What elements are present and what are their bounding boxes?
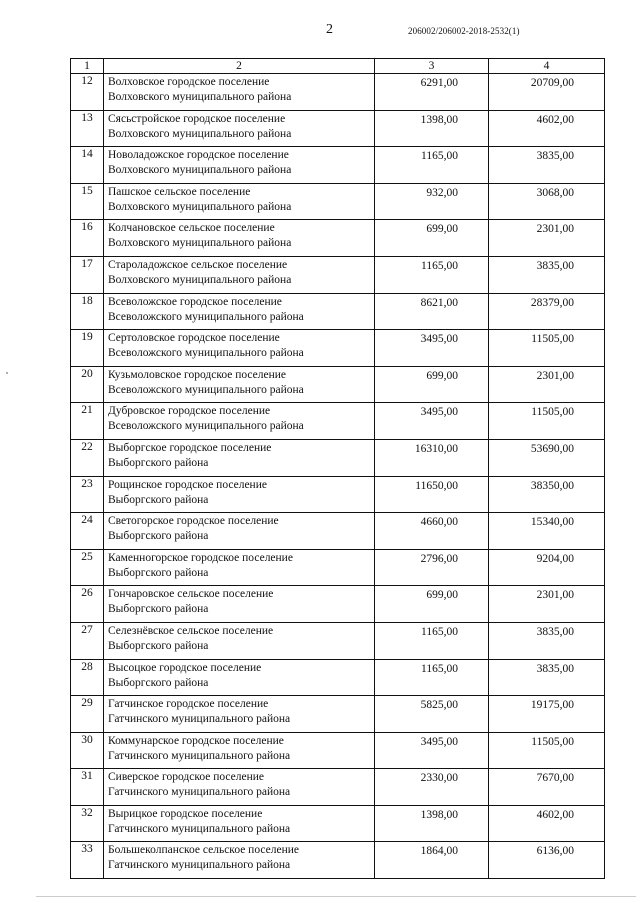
district-name: Волховского муниципального района	[108, 164, 292, 177]
district-name: Гатчинского муниципального района	[108, 822, 291, 835]
column-4-value: 3835,00	[489, 256, 605, 293]
column-4-value: 9204,00	[489, 549, 605, 586]
column-4-value: 15340,00	[489, 513, 605, 550]
column-4-value: 38350,00	[489, 476, 605, 513]
column-4-value: 7670,00	[489, 769, 605, 806]
settlement-name: Гатчинское городское поселение	[108, 698, 269, 711]
column-3-value: 3495,00	[375, 330, 489, 367]
settlement-name: Сясьстройское городское поселение	[108, 112, 286, 125]
district-name: Волховского муниципального района	[108, 200, 292, 213]
settlement-name: Выборгское городское поселение	[108, 441, 272, 454]
settlement-name: Светогорское городское поселение	[108, 515, 279, 528]
column-4-value: 28379,00	[489, 293, 605, 330]
table-row	[71, 696, 605, 733]
column-3-value: 1165,00	[375, 659, 489, 696]
column-3-value: 699,00	[375, 366, 489, 403]
table-row	[71, 805, 605, 842]
district-name: Всеволожского муниципального района	[108, 383, 304, 396]
column-3-value: 1165,00	[375, 622, 489, 659]
settlement-name-cell	[104, 110, 375, 147]
table-row	[71, 110, 605, 147]
table-row	[71, 439, 605, 476]
allocation-table-container	[70, 58, 604, 879]
column-header-1: 1	[71, 59, 104, 74]
settlement-name: Большеколпанское сельское поселение	[108, 844, 299, 857]
table-row	[71, 183, 605, 220]
district-name: Всеволожского муниципального района	[108, 310, 304, 323]
settlement-name-cell	[104, 805, 375, 842]
row-number-cell: 16	[71, 220, 104, 257]
settlement-name: Колчановское сельское поселение	[108, 222, 275, 235]
district-name: Выборгского района	[108, 493, 209, 506]
table-row	[71, 256, 605, 293]
column-4-value: 4602,00	[489, 110, 605, 147]
column-header-3: 3	[375, 59, 489, 74]
district-name: Волховского муниципального района	[108, 273, 292, 286]
settlement-name-cell	[104, 74, 375, 111]
table-row	[71, 366, 605, 403]
column-3-value: 3495,00	[375, 732, 489, 769]
settlement-name: Пашское сельское поселение	[108, 185, 251, 198]
allocation-table	[70, 58, 605, 879]
table-row	[71, 476, 605, 513]
column-3-value: 932,00	[375, 183, 489, 220]
table-row	[71, 549, 605, 586]
settlement-name-cell	[104, 732, 375, 769]
settlement-name: Дубровское городское поселение	[108, 405, 271, 418]
district-name: Гатчинского муниципального района	[108, 786, 291, 799]
settlement-name-cell	[104, 586, 375, 623]
district-name: Волховского муниципального района	[108, 237, 292, 250]
row-number-cell: 12	[71, 74, 104, 111]
row-number-cell: 30	[71, 732, 104, 769]
column-3-value: 16310,00	[375, 439, 489, 476]
settlement-name: Новоладожское городское поселение	[108, 149, 289, 162]
settlement-name-cell	[104, 842, 375, 879]
settlement-name-cell	[104, 183, 375, 220]
column-3-value: 2330,00	[375, 769, 489, 806]
row-number-cell: 18	[71, 293, 104, 330]
district-name: Выборгского района	[108, 676, 209, 689]
column-3-value: 699,00	[375, 220, 489, 257]
column-4-value: 2301,00	[489, 220, 605, 257]
column-3-value: 1398,00	[375, 805, 489, 842]
scan-mark	[6, 372, 8, 374]
table-row	[71, 622, 605, 659]
column-4-value: 2301,00	[489, 586, 605, 623]
row-number-cell: 27	[71, 622, 104, 659]
settlement-name: Староладожское сельское поселение	[108, 258, 288, 271]
settlement-name-cell	[104, 696, 375, 733]
row-number-cell: 28	[71, 659, 104, 696]
settlement-name-cell	[104, 476, 375, 513]
column-4-value: 3835,00	[489, 659, 605, 696]
table-row	[71, 293, 605, 330]
table-row	[71, 586, 605, 623]
row-number-cell: 20	[71, 366, 104, 403]
district-name: Выборгского района	[108, 566, 209, 579]
column-4-value: 19175,00	[489, 696, 605, 733]
column-4-value: 3835,00	[489, 147, 605, 184]
document-id: 206002/206002-2018-2532(1)	[408, 26, 520, 36]
table-body	[71, 74, 605, 879]
row-number-cell: 22	[71, 439, 104, 476]
district-name: Волховского муниципального района	[108, 91, 292, 103]
district-name: Гатчинского муниципального района	[108, 749, 291, 762]
row-number-cell: 31	[71, 769, 104, 806]
column-4-value: 4602,00	[489, 805, 605, 842]
settlement-name-cell	[104, 366, 375, 403]
table-row	[71, 147, 605, 184]
settlement-name-cell	[104, 549, 375, 586]
column-3-value: 2796,00	[375, 549, 489, 586]
settlement-name: Волховское городское поселение	[108, 76, 270, 88]
column-4-value: 20709,00	[489, 74, 605, 111]
settlement-name: Коммунарское городское поселение	[108, 734, 284, 747]
settlement-name: Сертоловское городское поселение	[108, 332, 280, 345]
settlement-name: Гончаровское сельское поселение	[108, 588, 274, 601]
column-3-value: 6291,00	[375, 74, 489, 111]
settlement-name-cell	[104, 330, 375, 367]
column-3-value: 8621,00	[375, 293, 489, 330]
column-4-value: 11505,00	[489, 732, 605, 769]
district-name: Гатчинского муниципального района	[108, 713, 291, 726]
settlement-name-cell	[104, 403, 375, 440]
row-number-cell: 24	[71, 513, 104, 550]
settlement-name: Вырицкое городское поселение	[108, 807, 263, 820]
row-number-cell: 21	[71, 403, 104, 440]
district-name: Всеволожского муниципального района	[108, 420, 304, 433]
settlement-name: Каменногорское городское поселение	[108, 551, 293, 564]
settlement-name: Всеволожское городское поселение	[108, 295, 282, 308]
settlement-name-cell	[104, 293, 375, 330]
row-number-cell: 25	[71, 549, 104, 586]
page-edge-line	[36, 896, 636, 897]
page-number: 2	[326, 22, 333, 37]
settlement-name-cell	[104, 659, 375, 696]
column-4-value: 11505,00	[489, 330, 605, 367]
row-number-cell: 19	[71, 330, 104, 367]
row-number-cell: 14	[71, 147, 104, 184]
settlement-name: Высоцкое городское поселение	[108, 661, 262, 674]
settlement-name-cell	[104, 622, 375, 659]
row-number-cell: 23	[71, 476, 104, 513]
column-4-value: 2301,00	[489, 366, 605, 403]
column-header-2: 2	[104, 59, 375, 74]
district-name: Выборгского района	[108, 639, 209, 652]
table-row	[71, 74, 605, 111]
row-number-cell: 29	[71, 696, 104, 733]
column-4-value: 3068,00	[489, 183, 605, 220]
column-3-value: 1864,00	[375, 842, 489, 879]
district-name: Волховского муниципального района	[108, 127, 292, 140]
column-4-value: 3835,00	[489, 622, 605, 659]
column-4-value: 11505,00	[489, 403, 605, 440]
settlement-name-cell	[104, 220, 375, 257]
column-3-value: 1165,00	[375, 256, 489, 293]
column-3-value: 1165,00	[375, 147, 489, 184]
row-number-cell: 13	[71, 110, 104, 147]
table-row	[71, 659, 605, 696]
column-3-value: 3495,00	[375, 403, 489, 440]
table-row	[71, 403, 605, 440]
column-3-value: 4660,00	[375, 513, 489, 550]
settlement-name-cell	[104, 439, 375, 476]
row-number-cell: 15	[71, 183, 104, 220]
settlement-name: Кузьмоловское городское поселение	[108, 368, 287, 381]
row-number-cell: 26	[71, 586, 104, 623]
table-row	[71, 330, 605, 367]
district-name: Выборгского района	[108, 603, 209, 616]
settlement-name-cell	[104, 256, 375, 293]
column-3-value: 11650,00	[375, 476, 489, 513]
district-name: Выборгского района	[108, 530, 209, 543]
column-3-value: 5825,00	[375, 696, 489, 733]
table-row	[71, 513, 605, 550]
settlement-name-cell	[104, 769, 375, 806]
table-row	[71, 769, 605, 806]
district-name: Выборгского района	[108, 456, 209, 469]
settlement-name: Рощинское городское поселение	[108, 478, 267, 491]
table-row	[71, 732, 605, 769]
settlement-name: Сиверское городское поселение	[108, 771, 264, 784]
settlement-name-cell	[104, 513, 375, 550]
row-number-cell: 32	[71, 805, 104, 842]
settlement-name-cell	[104, 147, 375, 184]
column-header-4: 4	[489, 59, 605, 74]
table-row	[71, 842, 605, 879]
row-number-cell: 33	[71, 842, 104, 879]
column-4-value: 6136,00	[489, 842, 605, 879]
district-name: Всеволожского муниципального района	[108, 347, 304, 360]
column-3-value: 699,00	[375, 586, 489, 623]
column-4-value: 53690,00	[489, 439, 605, 476]
row-number-cell: 17	[71, 256, 104, 293]
table-row	[71, 220, 605, 257]
settlement-name: Селезнёвское сельское поселение	[108, 624, 274, 637]
district-name: Гатчинского муниципального района	[108, 859, 291, 872]
column-3-value: 1398,00	[375, 110, 489, 147]
table-header-row	[71, 59, 605, 74]
